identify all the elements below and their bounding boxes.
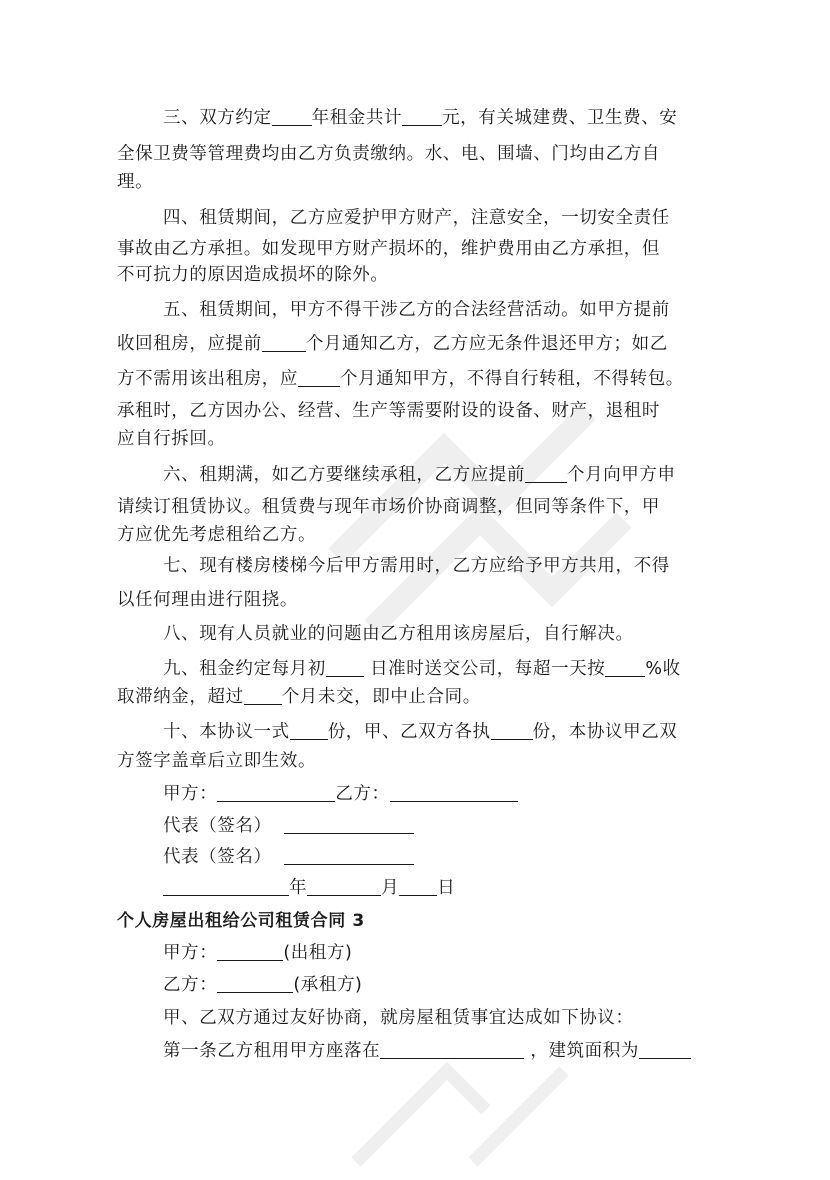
blank-field[interactable]	[326, 658, 364, 677]
clause-9-line-1: 九、租金约定每月初 日准时送交公司，每超一天按 %收	[163, 659, 681, 679]
clause-3-line-2: 全保卫费等管理费均由乙方负责缴纳。水、电、围墙、门均由乙方自	[117, 144, 660, 164]
blank-field[interactable]	[605, 658, 645, 677]
party-b-name-field[interactable]	[217, 974, 293, 993]
clause-4-line-3: 不可抗力的原因造成损坏的除外。	[117, 265, 389, 285]
blank-field[interactable]	[244, 686, 282, 705]
blank-field[interactable]	[298, 368, 340, 387]
clause-5-line-5: 应自行拆回。	[117, 429, 226, 449]
day-field[interactable]	[399, 877, 437, 896]
clause-4-line-1: 四、租赁期间，乙方应爱护甲方财产，注意安全，一切安全责任	[163, 208, 670, 228]
clause-6-line-1: 六、租期满，如乙方要继续承租，乙方应提前 个月向甲方申	[163, 465, 676, 485]
clause-5-line-4: 承租时，乙方因办公、经营、生产等需要附设的设备、财产，退租时	[117, 401, 660, 421]
party-a-signature-field[interactable]	[217, 783, 335, 802]
signature-parties: 甲方： 乙方：	[163, 783, 518, 805]
clause-5-line-1: 五、租赁期间，甲方不得干涉乙方的合法经营活动。如甲方提前	[163, 300, 670, 320]
signature-date: 年 月 日	[163, 877, 455, 899]
blank-field[interactable]	[262, 333, 306, 352]
location-field[interactable]	[380, 1040, 524, 1059]
blank-field[interactable]	[525, 464, 567, 483]
party-a-name-field[interactable]	[217, 942, 283, 961]
area-field[interactable]	[639, 1040, 691, 1059]
blank-field[interactable]	[402, 107, 442, 126]
clause-10-line-1: 十、本协议一式 份，甲、乙双方各执 份，本协议甲乙双	[163, 722, 678, 742]
clause-6-line-3: 方应优先考虑租给乙方。	[117, 525, 317, 545]
party-b-signature-field[interactable]	[390, 783, 518, 802]
clause-7-line-2: 以任何理由进行阻挠。	[117, 590, 298, 610]
clause-3-line-1: 三、双方约定 年租金共计 元，有关城建费、卫生费、安	[163, 108, 678, 128]
clause-9-line-2: 取滞纳金，超过 个月未交，即中止合同。	[117, 687, 481, 707]
rep-1-signature-field[interactable]	[284, 815, 414, 834]
month-field[interactable]	[307, 877, 381, 896]
blank-field[interactable]	[290, 721, 328, 740]
representative-2: 代表（签名）	[163, 846, 414, 868]
year-field[interactable]	[163, 877, 289, 896]
clause-3-line-3: 理。	[117, 172, 154, 192]
clause-7-line-1: 七、现有楼房楼梯今后甲方需用时，乙方应给予甲方共用，不得	[163, 556, 670, 576]
clause-6-line-2: 请续订租赁协议。租赁费与现年市场价协商调整，但同等条件下，甲	[117, 497, 660, 517]
clause-10-line-2: 方签字盖章后立即生效。	[117, 751, 317, 771]
blank-field[interactable]	[491, 721, 533, 740]
blank-field[interactable]	[272, 107, 312, 126]
representative-1: 代表（签名）	[163, 815, 414, 837]
section-3-title: 个人房屋出租给公司租赁合同 3	[117, 911, 365, 931]
section-3-party-b: 乙方： (承租方)	[163, 975, 363, 995]
section-3-party-a: 甲方： (出租方)	[163, 943, 353, 963]
clause-4-line-2: 事故由乙方承担。如发现甲方财产损坏的，维护费用由乙方承担，但	[117, 239, 660, 259]
clause-5-line-3: 方不需用该出租房，应 个月通知甲方，不得自行转租，不得转包。	[117, 369, 684, 389]
section-3-article-1: 第一条乙方租用甲方座落在 ，建筑面积为	[163, 1040, 691, 1062]
watermark-logo	[300, 340, 660, 700]
section-3-intro: 甲、乙双方通过友好协商，就房屋租赁事宜达成如下协议：	[163, 1008, 634, 1028]
clause-5-line-2: 收回租房，应提前 个月通知乙方，乙方应无条件退还甲方；如乙	[117, 334, 668, 354]
rep-2-signature-field[interactable]	[284, 846, 414, 865]
clause-8-line-1: 八、现有人员就业的问题由乙方租用该房屋后，自行解决。	[163, 624, 634, 644]
